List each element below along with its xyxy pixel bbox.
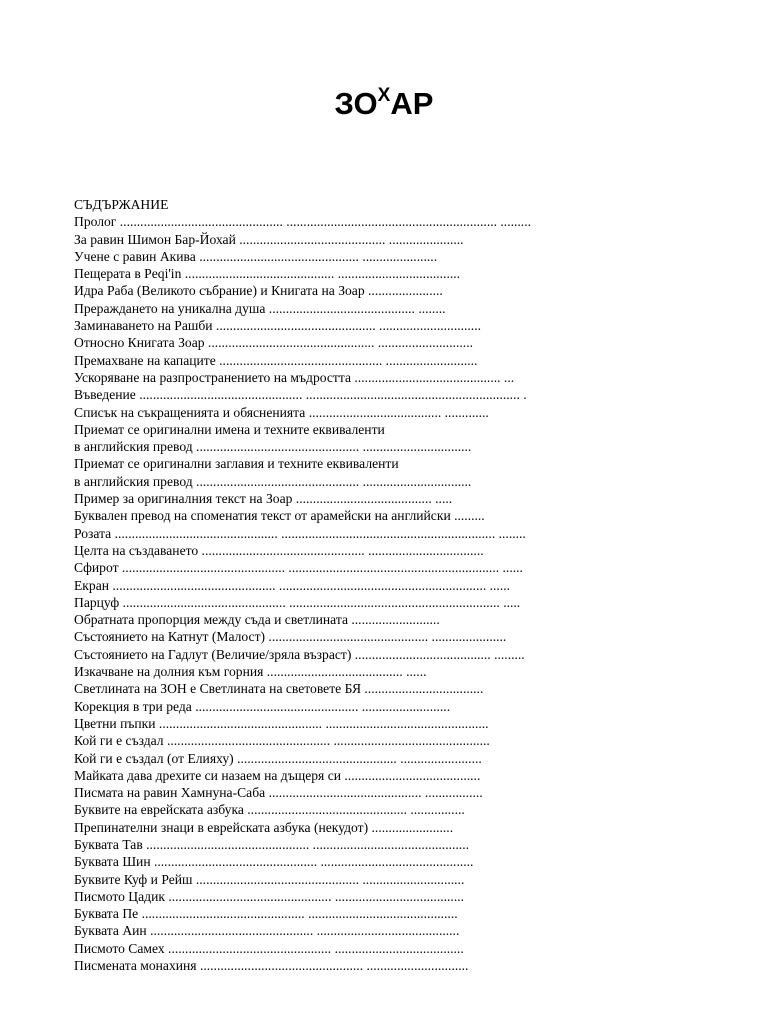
toc-entry: Корекция в три реда ................................................ .......................... xyxy=(74,698,451,714)
toc-entry: Писмото Цадик ................................................ ...................................... xyxy=(74,888,465,904)
toc-entry: Парцуф ................................................ .............................................................. ..... xyxy=(74,594,521,610)
toc-entry: Писмото Самех ................................................ ...................................... xyxy=(74,940,464,956)
toc-entry: Списък на съкращенията и обясненията ....................................... ............. xyxy=(74,404,489,420)
toc-entry: Премахване на капаците ................................................ ........................... xyxy=(74,352,478,368)
title-superscript: Х xyxy=(377,84,391,106)
toc-entry: Пролог ................................................ .............................................................. ......... xyxy=(74,214,531,230)
toc-entry: Буквата Шин ................................................ ............................................. xyxy=(74,854,474,870)
toc-entry: Относно Книгата Зоар ................................................. ............................ xyxy=(74,335,473,351)
toc-entry: Приемат се оригинални заглавия и техните еквиваленти xyxy=(74,456,399,472)
toc-entry: Буквите Куф и Рейш ................................................ .............................. xyxy=(74,871,465,887)
toc-entry: в английския превод ................................................ ................................ xyxy=(74,439,472,455)
toc-entry: Заминаването на Рашби ............................................... .............................. xyxy=(74,318,482,334)
toc-entry: Буквата Аин ................................................ .......................................... xyxy=(74,923,460,939)
table-of-contents xyxy=(74,196,714,974)
toc-entry: Буквата Пе ................................................ ............................................ xyxy=(74,906,458,922)
toc-entry: Обратната пропорция между съда и светлината .......................... xyxy=(74,612,440,628)
toc-entry: Буквата Тав ................................................ .............................................. xyxy=(74,836,469,852)
toc-entry: Изкачване на долния към горния ........................................ ...... xyxy=(74,664,427,680)
toc-entry: Писмената монахиня ................................................ .............................. xyxy=(74,958,469,974)
toc-entry: Пещерата в Peqi'in ............................................ .................................... xyxy=(74,266,461,282)
toc-entry: Приемат се оригинални имена и техните еквиваленти xyxy=(74,421,385,437)
toc-entry: Буквален превод на споменатия текст от арамейски на английски ......... xyxy=(74,508,485,524)
toc-entry: Пример за оригиналния текст на Зоар ........................................ ..... xyxy=(74,491,453,507)
document-title xyxy=(0,84,768,124)
toc-entry: Прераждането на уникална душа ........................................... ........ xyxy=(74,300,446,316)
title-text-main: ЗО xyxy=(334,86,378,121)
toc-entry: Кой ги е създал (от Елияху) ............................................... ........................ xyxy=(74,750,482,766)
toc-entry: Учене с равин Акива ............................................... ...................... xyxy=(74,248,438,264)
title-text-end: АР xyxy=(390,86,434,121)
toc-entry: Екран ................................................ ............................................................. ...... xyxy=(74,577,511,593)
toc-entry: Цветни пъпки ................................................ ................................................ xyxy=(74,715,489,731)
toc-entry: Въведение ................................................ ............................................................... . xyxy=(74,387,527,403)
toc-entry: Светлината на ЗОН е Светлината на световете БЯ ................................... xyxy=(74,681,484,697)
toc-entry: в английския превод ................................................ ................................ xyxy=(74,473,472,489)
toc-entry: Състоянието на Гадлут (Величие/зряла възраст) ........................................ ......... xyxy=(74,646,525,662)
toc-entry: Розата ................................................ ............................................................... ........ xyxy=(74,525,526,541)
toc-entry: За равин Шимон Бар-Йохай ........................................... ...................... xyxy=(74,231,464,247)
toc-entry: Ускоряване на разпространението на мъдростта ........................................... ... xyxy=(74,369,515,385)
toc-entry: Кой ги е създал ................................................ .............................................. xyxy=(74,733,490,749)
toc-entry: Препинателни знаци в еврейската азбука (некудот) ........................ xyxy=(74,819,454,835)
toc-entry: Писмата на равин Хамнуна-Саба ............................................. ................. xyxy=(74,785,483,801)
toc-entry: Майката дава дрехите си назаем на дъщеря си ........................................ xyxy=(74,767,481,783)
toc-entry: Целта на създаването ................................................ .................................. xyxy=(74,542,484,558)
toc-entry: Идра Раба (Великото събрание) и Книгата на Зоар ...................... xyxy=(74,283,443,299)
toc-entry: Състоянието на Катнут (Малост) ............................................... ...................... xyxy=(74,629,507,645)
toc-heading: СЪДЪРЖАНИЕ xyxy=(74,197,169,212)
toc-entry: Буквите на еврейската азбука ............................................... ................ xyxy=(74,802,465,818)
toc-entry: Сфирот ................................................ .............................................................. ...... xyxy=(74,560,523,576)
